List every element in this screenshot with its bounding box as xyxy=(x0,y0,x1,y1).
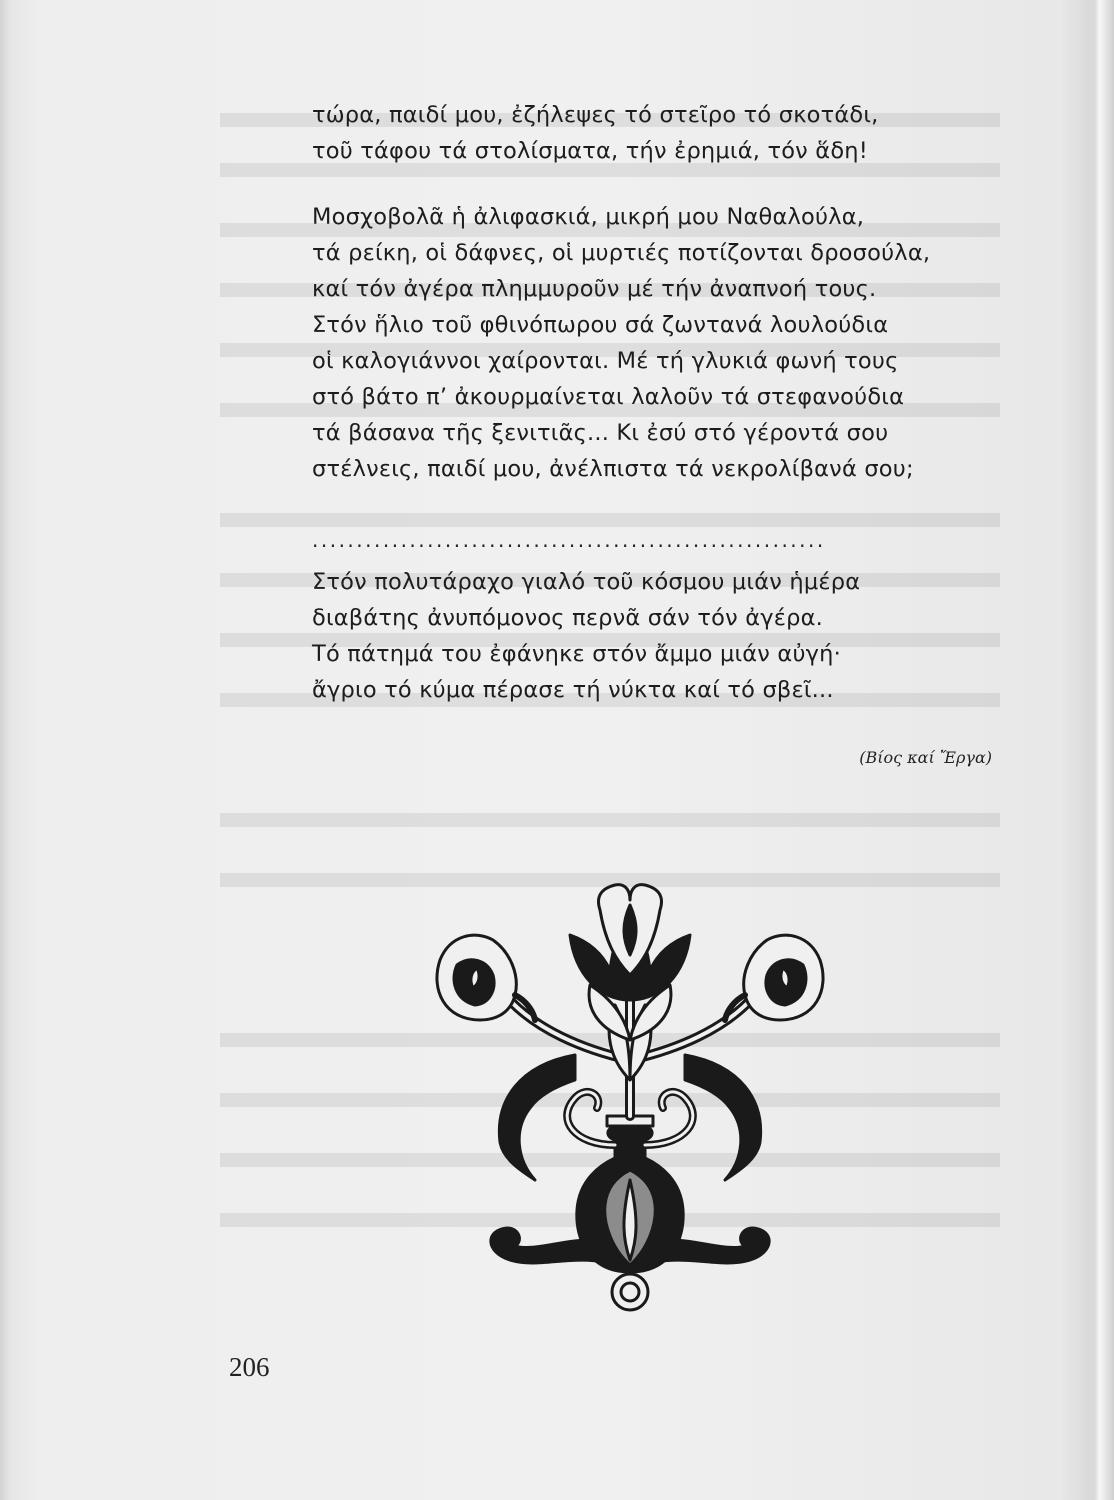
poem-line: Μοσχοβολᾶ ἡ ἀλιφασκιά, μικρή μου Ναθαλούλα, xyxy=(312,204,865,230)
page-number: 206 xyxy=(229,1352,270,1382)
poem-line: καί τόν ἀγέρα πλημμυροῦν μέ τήν ἀναπνοή τους. xyxy=(312,276,877,302)
poem-line: Στόν πολυτάραχο γιαλό τοῦ κόσμου μιάν ἡμέρα xyxy=(312,569,861,595)
poem-line: διαβάτης ἀνυπόμονος περνᾶ σάν τόν ἀγέρα. xyxy=(312,605,824,631)
poem-stanza-1 xyxy=(312,97,992,169)
poem-line: στέλνεις, παιδί μου, ἀνέλπιστα τά νεκρολίβανά σου; xyxy=(312,456,914,482)
poem-line: τοῦ τάφου τά στολίσματα, τήν ἐρημιά, τόν ἅδη! xyxy=(312,138,868,164)
poem-line: τά ρείκη, οἱ δάφνες, οἱ μυρτιές ποτίζονται δροσούλα, xyxy=(312,240,931,266)
poem-line: Τό πάτημά του ἐφάνηκε στόν ἄμμο μιάν αὐγή· xyxy=(312,641,841,667)
poem-line: τώρα, παιδί μου, ἐζήλεψες τό στεῖρο τό σκοτάδι, xyxy=(312,102,879,128)
poem-line: οἱ καλογιάννοι χαίρονται. Μέ τή γλυκιά φωνή τους xyxy=(312,348,899,374)
poem-line: ἄγριο τό κύμα πέρασε τή νύκτα καί τό σβεῖ... xyxy=(312,677,834,703)
poem-stanza-2 xyxy=(312,199,992,487)
poem-stanza-3 xyxy=(312,564,992,708)
ellipsis-line: .......................................................... xyxy=(312,528,826,552)
poem-line: Στόν ἥλιο τοῦ φθινόπωρου σά ζωντανά λουλούδια xyxy=(312,312,889,338)
poem-line: τά βάσανα τῆς ξενιτιᾶς... Κι ἐσύ στό γέροντά σου xyxy=(312,420,889,446)
flower-vase-ornament-icon xyxy=(425,880,835,1320)
poem-line: στό βάτο π’ ἀκουρμαίνεται λαλοῦν τά στεφανούδια xyxy=(312,384,905,410)
source-citation: (Βίος καί Ἔργα) xyxy=(859,748,992,767)
